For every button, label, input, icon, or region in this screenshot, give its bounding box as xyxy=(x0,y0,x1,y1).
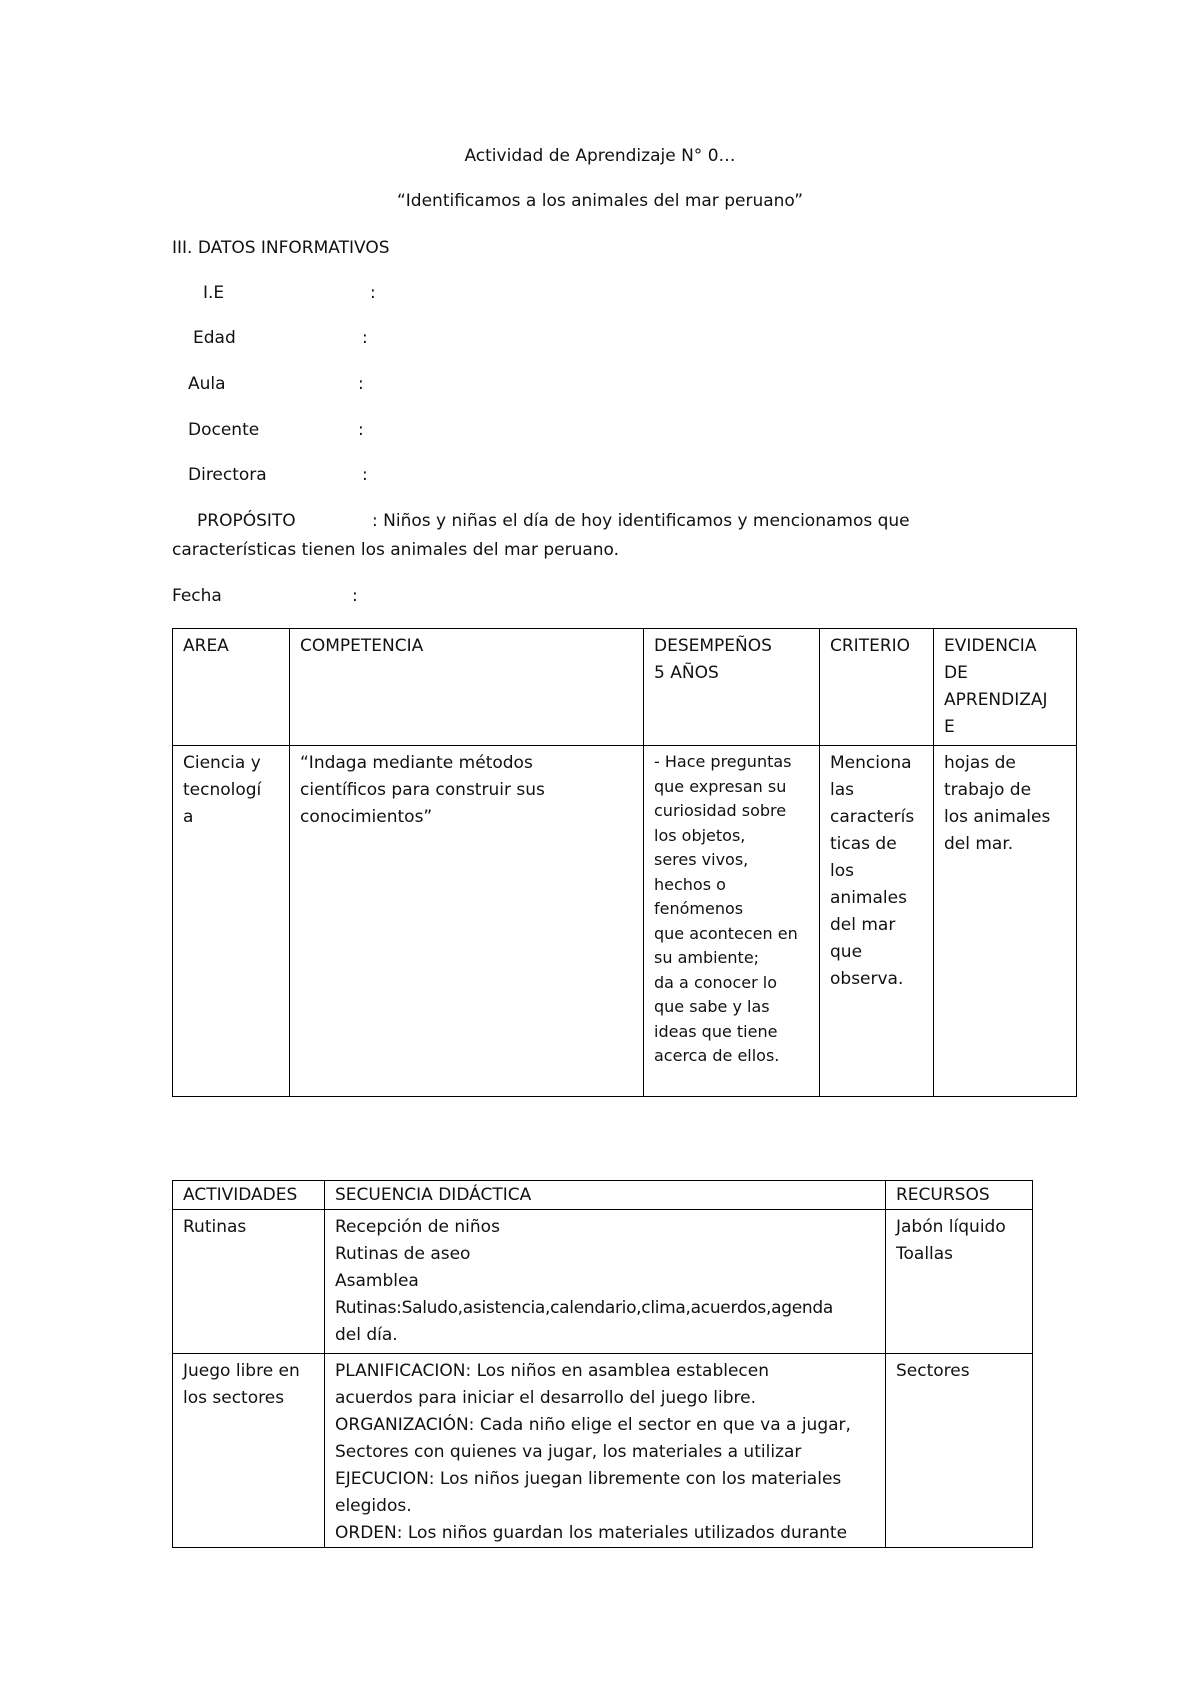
table-row xyxy=(173,1354,1033,1548)
docente-colon: : xyxy=(358,420,364,440)
aula-label: Aula xyxy=(188,374,226,394)
header-secuencia: SECUENCIA DIDÁCTICA xyxy=(325,1181,886,1210)
fecha-label: Fecha xyxy=(172,586,222,606)
header-competencia: COMPETENCIA xyxy=(290,629,644,746)
edad-label: Edad xyxy=(193,328,236,348)
proposito-text-line2: características tienen los animales del mar peruano. xyxy=(172,540,620,560)
header-criterio: CRITERIO xyxy=(820,629,934,746)
page-subtitle: “Identificamos a los animales del mar peruano” xyxy=(396,191,804,211)
aula-colon: : xyxy=(358,374,364,394)
section-heading: III. DATOS INFORMATIVOS xyxy=(172,238,390,258)
header-actividades: ACTIVIDADES xyxy=(173,1181,325,1210)
header-evidencia: EVIDENCIA DE APRENDIZAJ E xyxy=(934,629,1077,746)
cell-competencia: “Indaga mediante métodos científicos para construir sus conocimientos” xyxy=(290,746,644,1097)
cell-criterio: Menciona las caracterís ticas de los animales del mar que observa. xyxy=(820,746,934,1097)
cell-evidencia: hojas de trabajo de los animales del mar. xyxy=(934,746,1077,1097)
table-row xyxy=(173,746,1077,1097)
secuencia-table xyxy=(172,1180,1033,1548)
cell-recursos-juego-libre: Sectores xyxy=(886,1354,1033,1548)
header-area: AREA xyxy=(173,629,290,746)
cell-secuencia-juego-libre: PLANIFICACION: Los niños en asamblea establecen acuerdos para iniciar el desarrollo del juego libre. ORGANIZACIÓN: Cada niño elige el sector en que va a jugar, Sectores con quienes va jugar, los materiales a utilizar EJECUCION: Los niños juegan libremente con los materiales elegidos. ORDEN: Los niños guardan los materiales utilizados durante xyxy=(325,1354,886,1548)
proposito-text-line1: : Niños y niñas el día de hoy identificamos y mencionamos que xyxy=(372,511,910,531)
ie-label: I.E xyxy=(203,283,225,303)
ie-colon: : xyxy=(370,283,376,303)
competencias-table xyxy=(172,628,1077,1097)
cell-actividad-rutinas: Rutinas xyxy=(173,1210,325,1354)
page-title: Actividad de Aprendizaje N° 0… xyxy=(464,146,736,166)
cell-area: Ciencia y tecnologí a xyxy=(173,746,290,1097)
table-row xyxy=(173,1210,1033,1354)
cell-recursos-rutinas: Jabón líquido Toallas xyxy=(886,1210,1033,1354)
cell-secuencia-rutinas: Recepción de niños Rutinas de aseo Asamblea Rutinas:Saludo,asistencia,calendario,clima,acuerdos,agenda del día. xyxy=(325,1210,886,1354)
directora-colon: : xyxy=(362,465,368,485)
docente-label: Docente xyxy=(188,420,260,440)
cell-desempenos: - Hace preguntas que expresan su curiosidad sobre los objetos, seres vivos, hechos o fenómenos que acontecen en su ambiente; da a conocer lo que sabe y las ideas que tiene acerca de ellos. xyxy=(644,746,820,1097)
header-desempenos: DESEMPEÑOS 5 AÑOS xyxy=(644,629,820,746)
cell-actividad-juego-libre: Juego libre en los sectores xyxy=(173,1354,325,1548)
fecha-colon: : xyxy=(352,586,358,606)
header-recursos: RECURSOS xyxy=(886,1181,1033,1210)
directora-label: Directora xyxy=(188,465,267,485)
proposito-label: PROPÓSITO xyxy=(197,511,296,531)
table-header-row xyxy=(173,629,1077,746)
table-header-row xyxy=(173,1181,1033,1210)
edad-colon: : xyxy=(362,328,368,348)
